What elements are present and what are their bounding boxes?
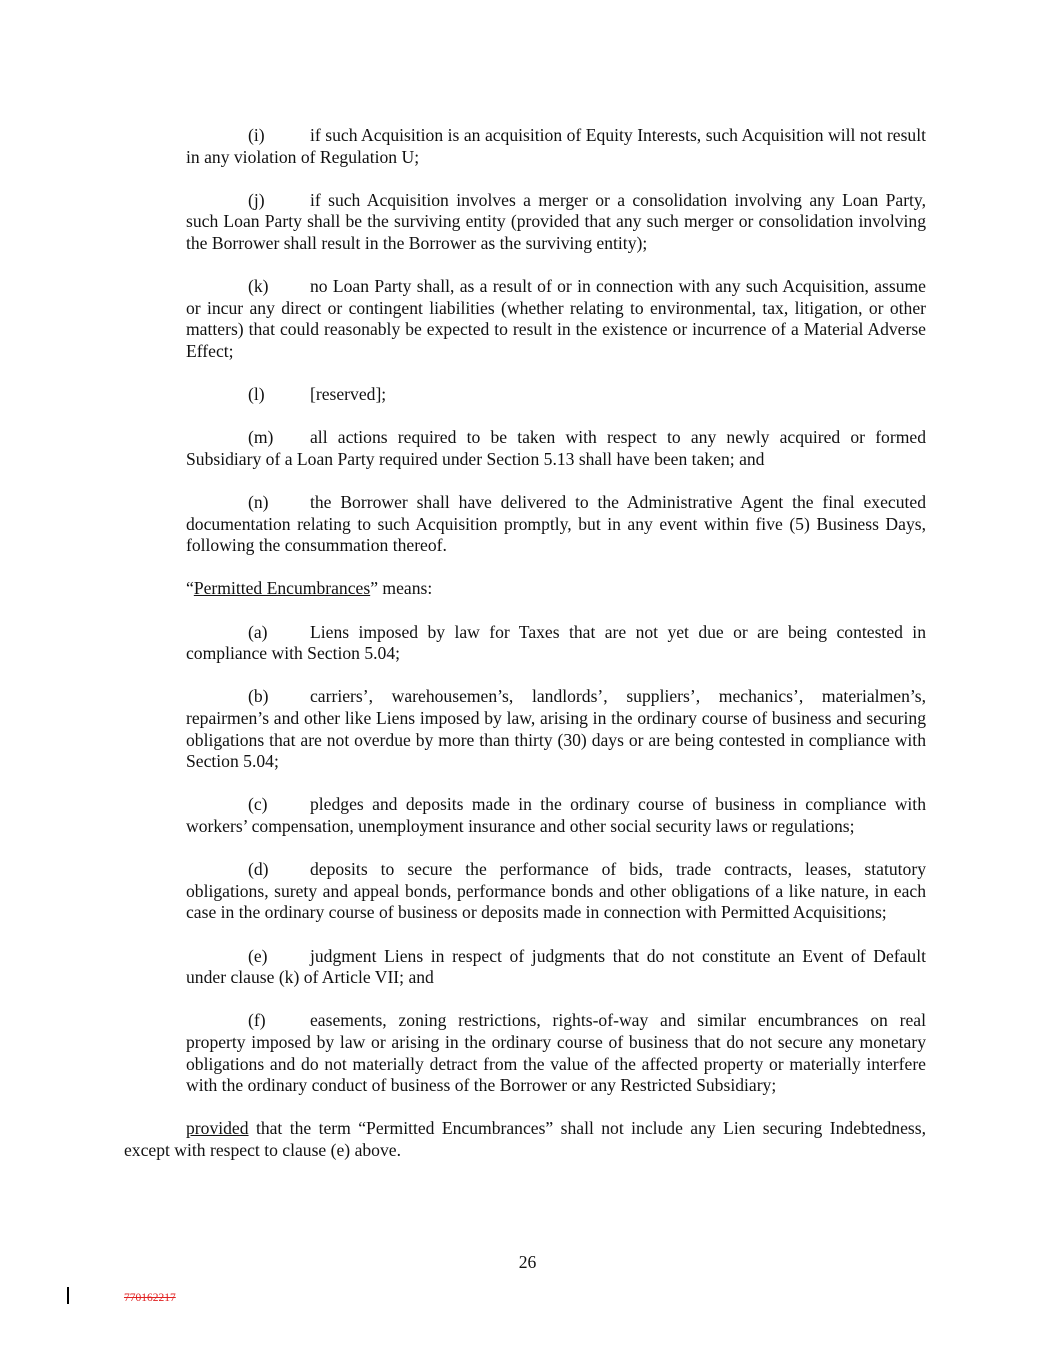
encumbrance-clause [186, 946, 926, 989]
clause-text: pledges and deposits made in the ordinary course of business in compliance with workers’ compensation, unemployment insurance and other social security laws or regulations; [186, 794, 926, 836]
clause-text: easements, zoning restrictions, rights-of-way and similar encumbrances on real property imposed by law or arising in the ordinary course of business that do not secure any monetary obligations and do not materially detract from the value of the affected property or materially interfere with the ordinary conduct of business of the Borrower or any Restricted Subsidiary; [186, 1010, 926, 1096]
encumbrance-clause [186, 1010, 926, 1096]
clause-text: no Loan Party shall, as a result of or in connection with any such Acquisition, assume or incur any direct or contingent liabilities (whether relating to environmental, tax, litigation, or other matters) that could reasonably be expected to result in the existence or incurrence of a Material Adverse Effect; [186, 276, 926, 361]
acquisition-condition [186, 190, 926, 255]
clause-text: all actions required to be taken with respect to any newly acquired or formed Subsidiary of a Loan Party required under Section 5.13 shall have been taken; and [186, 427, 926, 469]
clause-label: (l) [248, 384, 265, 405]
defined-term: Permitted Encumbrances [193, 578, 371, 599]
clause-label: (j) [248, 189, 265, 210]
clause-label: (c) [248, 794, 268, 815]
clause-text: [reserved]; [310, 384, 387, 405]
clause-text: the Borrower shall have delivered to the Administrative Agent the final executed documentation relating to such Acquisition promptly, but in any event within five (5) Business Days, following the consummation thereof. [186, 492, 926, 556]
acquisition-condition [186, 276, 926, 362]
acquisition-condition [186, 492, 926, 557]
acquisition-condition [186, 384, 926, 406]
encumbrance-clause [186, 859, 926, 924]
clause-text: Liens imposed by law for Taxes that are not yet due or are being contested in compliance with Section 5.04; [186, 621, 926, 664]
clause-label: (d) [248, 859, 269, 880]
clause-label: (b) [248, 686, 269, 707]
clause-label: (a) [248, 621, 268, 642]
clause-text: if such Acquisition involves a merger or a consolidation involving any Loan Party, such Loan Party shall be the surviving entity (provided that any such merger or consolidation involving the Borrower shall result in the Borrower as the surviving entity); [186, 189, 926, 253]
clause-label: (m) [248, 427, 274, 448]
encumbrance-clause [186, 622, 926, 665]
change-bar [67, 1287, 69, 1304]
clause-text: deposits to secure the performance of bids, trade contracts, leases, statutory obligations, surety and appeal bonds, performance bonds and other obligations of a like nature, in each case in the ordinary course of business or deposits made in connection with Permitted Acquisitions; [186, 859, 926, 923]
proviso-paragraph: provided that the term “Permitted Encumbrances” shall not include any Lien securing Indebtedness, except with respect to clause (e) above. [124, 1118, 926, 1160]
acquisition-condition [186, 427, 926, 470]
clause-label: (f) [248, 1010, 266, 1031]
encumbrance-clause [186, 794, 926, 837]
clause-label: (n) [248, 492, 269, 513]
definition-heading: “Permitted Encumbrances” means: [186, 578, 433, 599]
clause-text: if such Acquisition is an acquisition of Equity Interests, such Acquisition will not result in any violation of Regulation U; [186, 125, 926, 167]
clause-label: (e) [248, 945, 268, 966]
encumbrance-clause [186, 686, 926, 772]
clause-label: (i) [248, 125, 265, 145]
clause-label: (k) [248, 276, 269, 297]
acquisition-condition [186, 125, 926, 168]
page-number: 26 [518, 1252, 537, 1272]
clause-text: judgment Liens in respect of judgments that do not constitute an Event of Default under clause (k) of Article VII; and [186, 945, 926, 988]
document-body [124, 125, 926, 1183]
clause-text: carriers’, warehousemen’s, landlords’, suppliers’, mechanics’, materialmen’s, repairmen’s and other like Liens imposed by law, arising in the ordinary course of business and securing obligations that are not overdue by more than thirty (30) days or are being contested in compliance with Section 5.04; [186, 686, 926, 772]
document-id: 770162217 [124, 1292, 176, 1304]
